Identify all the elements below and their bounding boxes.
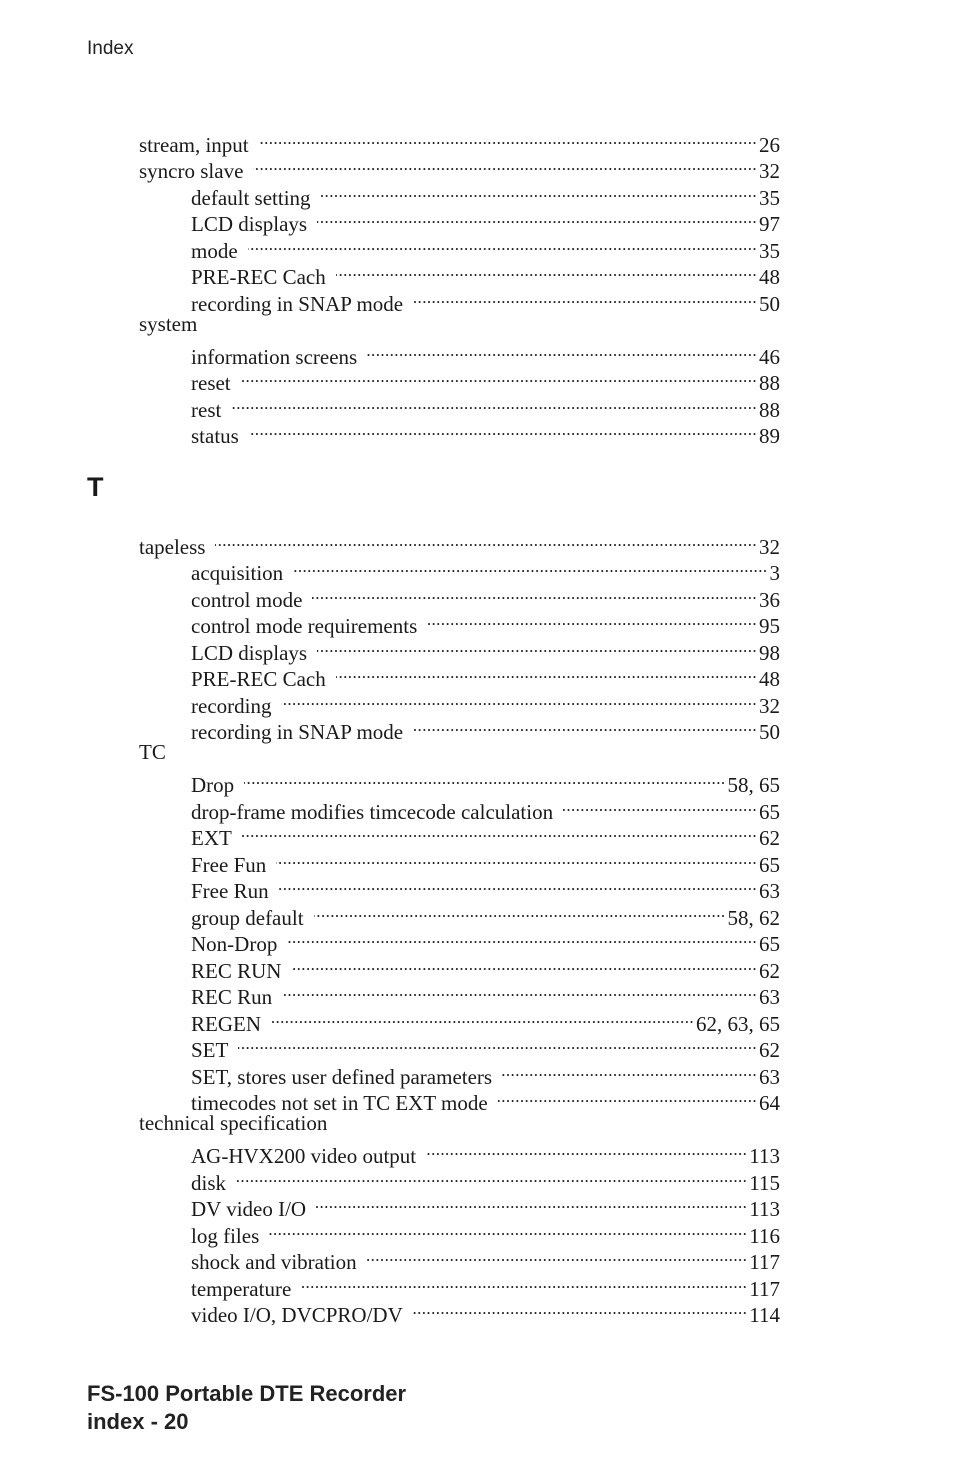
index-page-refs: 62, 63, 65: [696, 1011, 780, 1036]
dot-leader: [367, 337, 757, 364]
dot-leader: [413, 1296, 748, 1323]
index-page-refs: 32: [759, 159, 780, 183]
dot-leader: [253, 152, 757, 179]
index-subentry: [191, 792, 780, 824]
index-term: Free Fun: [191, 852, 267, 877]
index-page-refs: 65: [759, 852, 780, 877]
index-page-refs: 65: [759, 799, 780, 824]
index-term: system: [139, 311, 198, 336]
index-term: control mode requirements: [191, 614, 418, 638]
index-term: control mode: [191, 587, 303, 612]
index-subentry: [191, 1190, 780, 1221]
dot-leader: [321, 178, 757, 205]
index-term: Drop: [191, 773, 235, 797]
index-page-refs: 65: [759, 932, 780, 956]
dot-leader: [271, 1004, 694, 1031]
index-term: DV video I/O: [191, 1197, 307, 1221]
index-page-refs: 88: [759, 397, 780, 422]
dot-leader: [427, 607, 757, 634]
running-head: Index: [87, 38, 134, 59]
index-page-refs: 58, 62: [727, 905, 780, 930]
index-subentry: [191, 845, 780, 877]
index-subentry: [191, 898, 780, 930]
index-subentry: [191, 1031, 780, 1062]
index-page-refs: 32: [759, 534, 780, 559]
index-term: recording in SNAP mode: [191, 291, 404, 316]
index-page-refs: 114: [749, 1303, 780, 1327]
index-term: information screens: [191, 344, 358, 369]
index-page-refs: 35: [759, 185, 780, 210]
index-subentry: [191, 417, 780, 448]
index-subentry: [191, 231, 780, 263]
index-term: AG-HVX200 video output: [191, 1144, 417, 1168]
index-term: REC RUN: [191, 958, 282, 983]
index-subentry: [191, 819, 780, 850]
index-page-refs: 62: [759, 958, 780, 983]
dot-leader: [413, 284, 757, 311]
index-subentry: [191, 713, 780, 744]
index-subentry: [191, 1137, 780, 1168]
index-term: group default: [191, 905, 304, 930]
index-subentry: [191, 390, 780, 422]
dot-leader: [269, 1216, 747, 1243]
index-page-refs: 46: [759, 344, 780, 369]
index-term: LCD displays: [191, 212, 308, 236]
footer-product-title: FS-100 Portable DTE Recorder: [87, 1381, 407, 1406]
index-subentry: [191, 766, 780, 797]
dot-leader: [238, 1031, 757, 1058]
index-term: TC: [139, 740, 166, 764]
dot-leader: [242, 819, 757, 846]
index-page-refs: 48: [759, 265, 780, 289]
index-page-refs: 113: [749, 1144, 780, 1168]
index-term: REGEN: [191, 1011, 261, 1036]
index-page-refs: 50: [759, 720, 780, 744]
dot-leader: [336, 660, 757, 687]
index-term: Free Run: [191, 879, 269, 903]
index-term: PRE-REC Cach: [191, 265, 326, 289]
index-term: LCD displays: [191, 640, 308, 665]
index-term: video I/O, DVCPRO/DV: [191, 1303, 403, 1327]
index-page-refs: 98: [759, 640, 780, 665]
dot-leader: [301, 1269, 747, 1296]
index-term: recording in SNAP mode: [191, 720, 404, 744]
dot-leader: [244, 766, 725, 793]
dot-leader: [336, 258, 757, 285]
dot-leader: [367, 1243, 748, 1270]
index-page-refs: 63: [759, 879, 780, 903]
dot-leader: [291, 951, 757, 978]
index-subentry: [191, 1057, 780, 1089]
dot-leader: [248, 231, 757, 258]
dot-leader: [236, 1163, 747, 1190]
index-entry: [139, 527, 780, 559]
index-page-refs: 116: [749, 1223, 780, 1248]
index-term: rest: [191, 397, 222, 422]
index-page-refs: 113: [749, 1197, 780, 1221]
index-page-refs: 32: [759, 693, 780, 718]
index-subentry: [191, 1216, 780, 1248]
index-subentry: [191, 258, 780, 289]
index-page-refs: 63: [759, 985, 780, 1009]
dot-leader: [317, 633, 757, 660]
footer-page-number: index - 20: [87, 1409, 189, 1434]
dot-leader: [281, 686, 757, 713]
index-term: shock and vibration: [191, 1250, 357, 1274]
index-page-refs: 95: [759, 614, 780, 638]
index-page-refs: 115: [749, 1170, 780, 1195]
index-page-refs: 88: [759, 371, 780, 395]
index-subentry: [191, 178, 780, 210]
index-page-refs: 3: [769, 561, 780, 585]
index-term: REC Run: [191, 985, 273, 1009]
dot-leader: [282, 978, 757, 1005]
index-term: syncro slave: [139, 159, 244, 183]
index-page-refs: 26: [759, 132, 780, 157]
index-page-refs: 97: [759, 212, 780, 236]
dot-leader: [314, 898, 726, 925]
index-term: Non-Drop: [191, 932, 278, 956]
dot-leader: [231, 390, 757, 417]
index-term: PRE-REC Cach: [191, 667, 326, 691]
dot-leader: [279, 872, 757, 899]
dot-leader: [293, 554, 767, 581]
index-term: acquisition: [191, 561, 284, 585]
index-page-refs: 36: [759, 587, 780, 612]
index-term: tapeless: [139, 534, 206, 559]
index-page-refs: 89: [759, 424, 780, 448]
dot-leader: [317, 205, 757, 232]
index-term: timecodes not set in TC EXT mode: [191, 1091, 488, 1115]
index-subentry: [191, 1163, 780, 1195]
index-block: [0, 125, 954, 1327]
index-section-s: [0, 125, 954, 448]
index-page-refs: 48: [759, 667, 780, 691]
index-term: EXT: [191, 826, 232, 850]
dot-leader: [413, 713, 757, 740]
dot-leader: [276, 845, 757, 872]
dot-leader: [215, 527, 757, 554]
index-term: default setting: [191, 185, 311, 210]
index-subentry: [191, 337, 780, 369]
dot-leader: [563, 792, 757, 819]
index-term: stream, input: [139, 132, 249, 157]
dot-leader: [287, 925, 757, 952]
dot-leader: [498, 1084, 757, 1111]
index-subentry: [191, 951, 780, 983]
index-subentry: [191, 1004, 780, 1036]
index-page-refs: 58, 65: [727, 773, 780, 797]
index-page-refs: 117: [749, 1276, 780, 1301]
index-page-refs: 117: [749, 1250, 780, 1274]
index-term: technical specification: [139, 1111, 328, 1135]
index-term: SET: [191, 1038, 229, 1062]
index-subentry: [191, 554, 780, 585]
index-subentry: [191, 872, 780, 903]
index-term: SET, stores user defined parameters: [191, 1064, 493, 1089]
index-page-refs: 63: [759, 1064, 780, 1089]
dot-leader: [241, 364, 757, 391]
dot-leader: [312, 580, 757, 607]
index-term: drop-frame modifies timcecode calculation: [191, 799, 554, 824]
index-term: temperature: [191, 1276, 292, 1301]
dot-leader: [426, 1137, 747, 1164]
index-subentry: [191, 364, 780, 395]
index-term: disk: [191, 1170, 227, 1195]
dot-leader: [249, 417, 757, 444]
index-page-refs: 64: [759, 1091, 780, 1115]
index-term: log files: [191, 1223, 260, 1248]
index-term: mode: [191, 238, 238, 263]
index-page-refs: 50: [759, 291, 780, 316]
page-footer: [87, 1380, 406, 1436]
index-page-refs: 35: [759, 238, 780, 263]
index-subentry: [191, 1243, 780, 1274]
index-page-refs: 62: [759, 1038, 780, 1062]
index-term: status: [191, 424, 239, 448]
index-section-t: [0, 527, 954, 1327]
dot-leader: [259, 125, 757, 152]
index-term: reset: [191, 371, 231, 395]
index-term: recording: [191, 693, 272, 718]
dot-leader: [502, 1057, 757, 1084]
index-page-refs: 62: [759, 826, 780, 850]
dot-leader: [316, 1190, 747, 1217]
index-entry: [139, 125, 780, 157]
section-letter-t: T: [87, 472, 104, 502]
